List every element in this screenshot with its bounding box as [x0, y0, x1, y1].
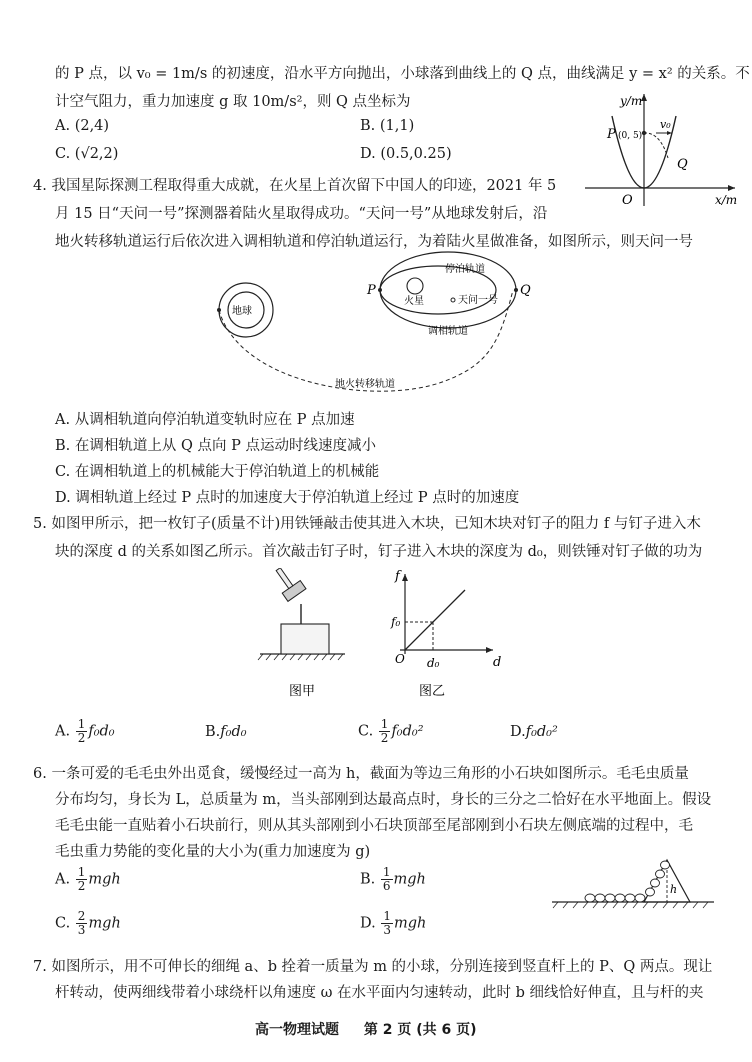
q5-d0-label: d₀ [427, 656, 440, 670]
page-footer [255, 1019, 477, 1039]
q3-v0-label: v₀ [660, 118, 671, 131]
q4-transfer-label: 地火转移轨道 [335, 379, 395, 390]
q5-wood-block [281, 624, 329, 654]
q5-text-line2: 块的深度 d 的关系如图乙所示。首次敲击钉子时，钉子进入木块的深度为 d₀，则铁锤对钉子做的功为 [55, 544, 703, 560]
q3-p-coord: (0, 5) [618, 131, 643, 141]
q5-origin-label: O [395, 652, 405, 666]
q3-parabola-figure [580, 88, 740, 210]
q6-option-c-fraction: $\frac{2}{3}$ [77, 909, 86, 937]
q6-text-line1: 6. 一条可爱的毛毛虫外出觅食，缓慢经过一高为 h，截面为等边三角形的小石块如图所示。毛毛虫质量 [33, 766, 689, 782]
q4-probe-label: 天问一号 [458, 295, 498, 306]
q6-caterpillar [585, 861, 670, 902]
footer-subject: 高一物理试题 [255, 1022, 339, 1038]
q6-option-d: D. $\frac{1}{3}$ mgh [360, 909, 427, 937]
q4-mars [407, 278, 423, 294]
q5-fig-b-caption: 图乙 [419, 684, 446, 699]
q3-text-line2: 计空气阻力，重力加速度 g 取 10m/s²，则 Q 点坐标为 [55, 94, 411, 110]
q4-text-line2: 月 15 日“天问一号”探测器着陆火星取得成功。“天问一号”从地球发射后，沿 [55, 206, 548, 222]
q6-h-label: h [670, 883, 678, 896]
q3-option-c: C. (√2,2) [55, 146, 119, 162]
q6-option-a-fraction: $\frac{1}{2}$ [77, 865, 86, 893]
q5-option-c: C. $\frac{1}{2}$ f₀d₀² [358, 717, 424, 745]
q5-option-d: D.f₀d₀² [510, 724, 558, 740]
q6-option-a: A. $\frac{1}{2}$ mgh [55, 865, 121, 893]
q7-text-line1: 7. 如图所示，用不可伸长的细绳 a、b 拴着一质量为 m 的小球，分别连接到竖直杆上的 P、Q 两点。现让 [33, 959, 713, 975]
q3-p-label: P [607, 127, 616, 142]
q3-option-b: B. (1,1) [360, 118, 415, 134]
q6-option-b: B. $\frac{1}{6}$ mgh [360, 865, 426, 893]
q3-option-a: A. (2,4) [55, 118, 110, 134]
q4-option-a: A. 从调相轨道向停泊轨道变轨时应在 P 点加速 [55, 412, 355, 428]
q3-y-axis-label: y/m [620, 94, 643, 108]
q4-phasing-label: 调相轨道 [428, 326, 468, 337]
q7-text-line2: 杆转动，使两细线带着小球绕杆以角速度 ω 在水平面内匀速转动，此时 b 细线恰好伸直，且与杆的夹 [55, 985, 704, 1001]
q5-option-a: A. $\frac{1}{2}$ f₀d₀ [55, 717, 115, 745]
q3-q-label: Q [677, 157, 688, 172]
q4-mars-label: 火星 [404, 296, 424, 307]
q4-option-c: C. 在调相轨道上的机械能大于停泊轨道上的机械能 [55, 464, 380, 480]
q6-text-line4: 毛虫重力势能的变化量的大小为(重力加速度为 g) [55, 844, 371, 860]
q5-f0-label: f₀ [391, 615, 401, 629]
q5-text-line1: 5. 如图甲所示，把一枚钉子(质量不计)用铁锤敲击使其进入木块，已知木块对钉子的阻力 f 与钉子进入木 [33, 516, 701, 532]
q6-option-b-fraction: $\frac{1}{6}$ [382, 865, 391, 893]
q4-earth-label: 地球 [232, 306, 252, 317]
q3-x-axis-label: x/m [715, 193, 738, 207]
q6-text-line2: 分布均匀，身长为 L，总质量为 m，当头部刚到达最高点时，身长的三分之二恰好在水平地面上。假设 [55, 792, 712, 808]
q6-option-c: C. $\frac{2}{3}$ mgh [55, 909, 121, 937]
q5-f-axis-label: f [395, 569, 400, 584]
q3-option-d: D. (0.5,0.25) [360, 146, 452, 162]
q5-option-b: B.f₀d₀ [205, 724, 247, 740]
q3-origin-label: O [622, 193, 633, 208]
q4-p-label: P [367, 283, 376, 298]
q6-text-line3: 毛毛虫能一直贴着小石块前行，则从其头部刚到小石块顶部至尾部刚到小石块左侧底端的过程中，毛 [55, 818, 693, 834]
q4-text-line1: 4. 我国星际探测工程取得重大成就，在火星上首次留下中国人的印迹，2021 年 5 [33, 178, 557, 194]
q5-fig-a-caption: 图甲 [289, 684, 316, 699]
q4-text-line3: 地火转移轨道运行后依次进入调相轨道和停泊轨道运行，为着陆火星做准备，如图所示，则天问一号 [55, 234, 693, 250]
q5-hammer [270, 568, 306, 601]
q4-parking-label: 停泊轨道 [445, 264, 485, 275]
q5-option-a-fraction: $\frac{1}{2}$ [77, 717, 86, 745]
q3-trajectory [644, 133, 668, 158]
footer-page-number: 第 2 页 (共 6 页) [363, 1022, 477, 1038]
q4-option-d: D. 调相轨道上经过 P 点时的加速度大于停泊轨道上经过 P 点时的加速度 [55, 490, 520, 506]
q6-option-d-fraction: $\frac{1}{3}$ [383, 909, 391, 937]
q3-text-line1: 的 P 点，以 v₀ = 1m/s 的初速度，沿水平方向抛出，小球落到曲线上的 Q 点，曲线满足 y = x² 的关系。不 [55, 66, 750, 82]
q5-hammer-figure [258, 568, 345, 699]
q4-q-label: Q [520, 283, 531, 298]
q5-option-c-fraction: $\frac{1}{2}$ [380, 717, 389, 745]
q4-option-b: B. 在调相轨道上从 Q 点向 P 点运动时线速度减小 [55, 438, 376, 454]
q5-d-axis-label: d [493, 655, 502, 670]
q4-orbit-figure [200, 246, 550, 402]
q5-f-d-line [405, 590, 465, 650]
q5-figures [255, 568, 515, 702]
q6-caterpillar-figure [548, 852, 718, 914]
q5-graph [390, 569, 501, 699]
